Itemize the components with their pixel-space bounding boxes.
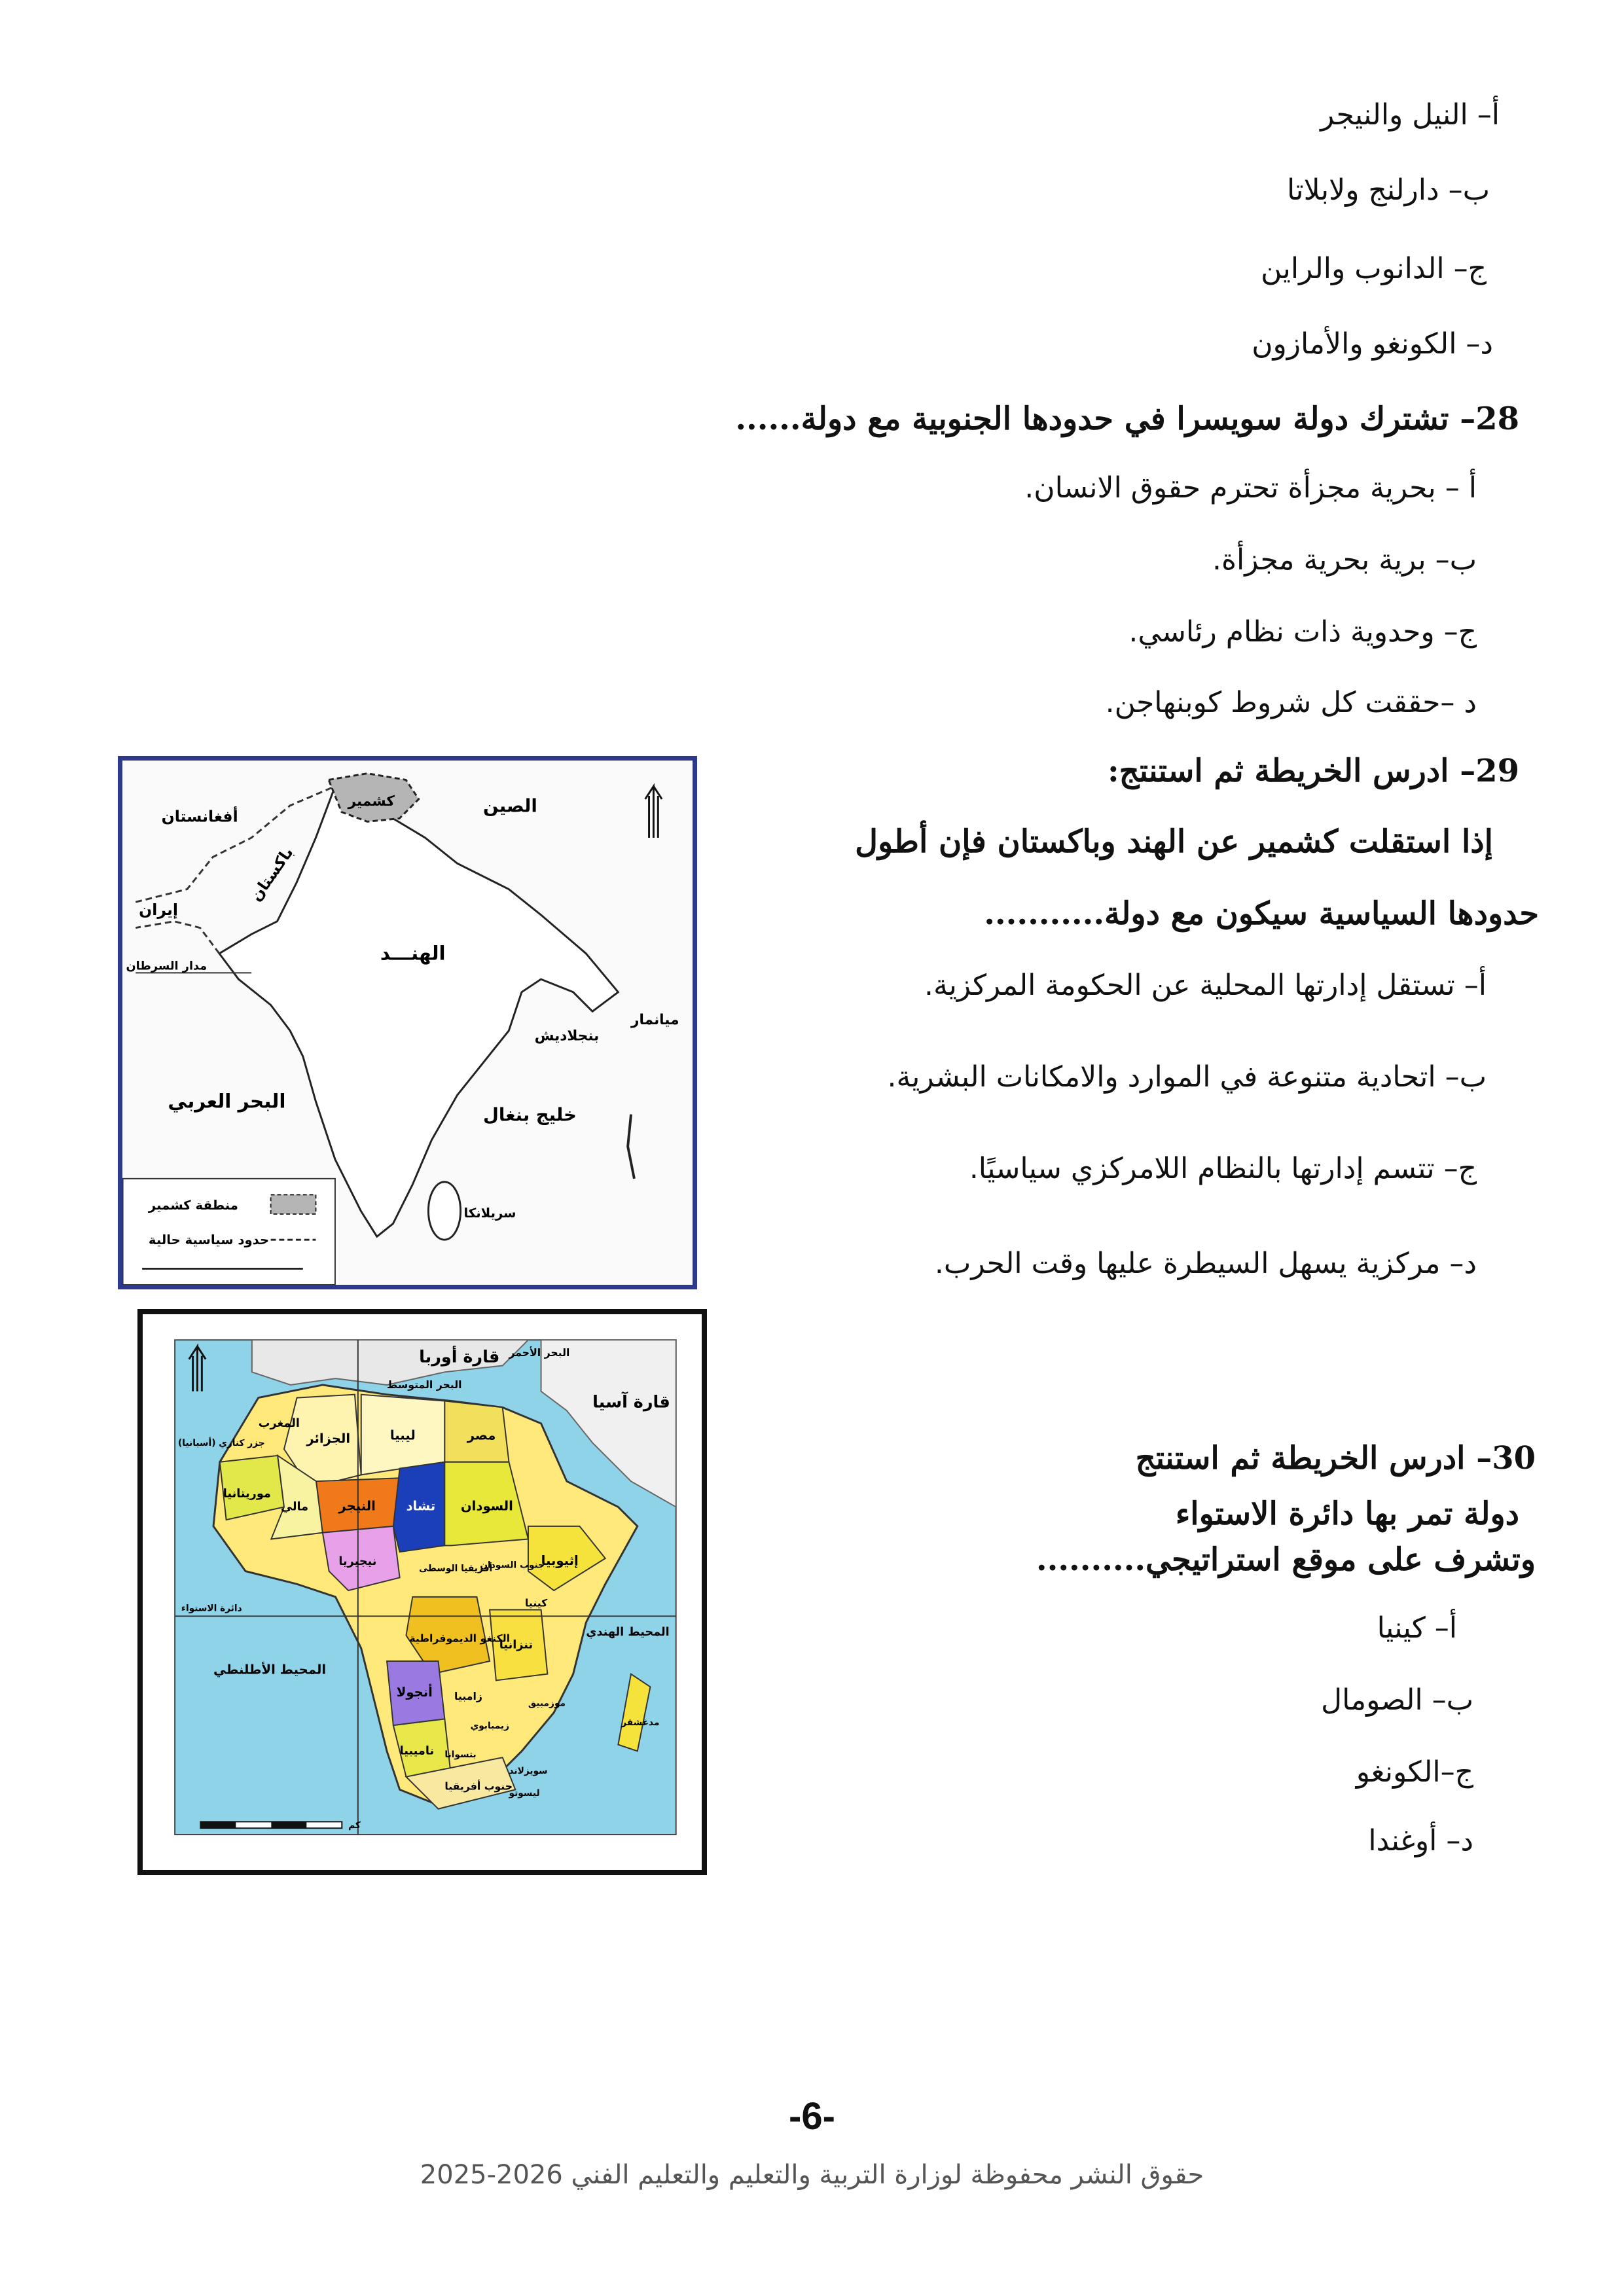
label-india: الهنـــد <box>380 942 446 965</box>
label-nigeria: نيجيريا <box>338 1554 377 1568</box>
q28-option-d: د –حققت كل شروط كوبنهاجن. <box>1105 686 1477 719</box>
label-south-sudan: جنوب السودان <box>480 1560 545 1571</box>
option-d-prev: د– الكونغو والأمازون <box>1252 327 1493 361</box>
question-29-line2: حدودها السياسية سيكون مع دولة........... <box>984 895 1539 932</box>
label-chad: تشاد <box>406 1498 436 1514</box>
option-a-prev: أ– النيل والنيجر <box>1320 98 1500 132</box>
q29-option-a: أ– تستقل إدارتها المحلية عن الحكومة المركزية. <box>924 969 1487 1002</box>
kashmir-map-drawing <box>122 761 693 1285</box>
label-car: أفريقيا الوسطى <box>419 1563 493 1574</box>
label-tanzania: تنزانيا <box>499 1638 533 1652</box>
q28-option-a: أ – بحرية مجزأة تحترم حقوق الانسان. <box>1024 471 1477 505</box>
label-south-africa: جنوب أفريقيا <box>444 1780 513 1793</box>
q29-option-d: د– مركزية يسهل السيطرة عليها وقت الحرب. <box>934 1247 1477 1280</box>
label-tropic: مدار السرطان <box>126 960 208 973</box>
label-canary: جزر كناري (أسبانيا) <box>178 1438 265 1449</box>
question-30-title: 30– ادرس الخريطة ثم استنتج <box>1135 1440 1536 1477</box>
option-c-prev: ج– الدانوب والراين <box>1261 252 1487 285</box>
q30-option-c: ج–الكونغو <box>1356 1755 1473 1789</box>
label-angola: أنجولا <box>396 1684 433 1700</box>
label-algeria: الجزائر <box>306 1431 351 1446</box>
label-zimbabwe: زيمبابوي <box>470 1721 510 1732</box>
label-zambia: زامبيا <box>454 1689 482 1702</box>
label-drc: الكنغو الديموقراطية <box>409 1632 510 1645</box>
label-botswana: بتسوانا <box>444 1749 477 1761</box>
label-lesotho: ليسوتو <box>509 1788 540 1799</box>
label-arabian-sea: البحر العربي <box>168 1090 286 1113</box>
label-mali: مالي <box>281 1500 309 1514</box>
srilanka-island <box>428 1182 460 1240</box>
label-madagascar: مدغشقر <box>621 1717 660 1729</box>
label-indian-ocean: المحيط الهندي <box>586 1625 670 1639</box>
question-30-line2: وتشرف على موقع استراتيجي.......... <box>1036 1541 1536 1578</box>
label-srilanka: سريلانكا <box>463 1205 516 1221</box>
label-legend-kashmir: منطقة كشمير <box>148 1198 238 1213</box>
africa-map <box>137 1309 707 1875</box>
label-morocco: المغرب <box>258 1416 300 1430</box>
label-sudan: السودان <box>460 1498 513 1514</box>
label-bangladesh: بنجلاديش <box>534 1028 600 1045</box>
label-mauritania: موريتانيا <box>223 1487 271 1501</box>
label-niger: النيجر <box>338 1498 376 1514</box>
q29-option-b: ب– اتحادية متنوعة في الموارد والامكانات البشرية. <box>887 1060 1487 1094</box>
label-mediterranean: البحر المتوسط <box>387 1378 462 1391</box>
label-iran: إيران <box>139 900 178 919</box>
q29-option-c: ج– تتسم إدارتها بالنظام اللامركزي سياسيًا. <box>969 1152 1477 1185</box>
label-asia: قارة آسيا <box>592 1392 670 1412</box>
label-afghanistan: أفغانستان <box>161 807 238 826</box>
label-kenya: كينيا <box>525 1596 548 1609</box>
copyright-footer: حقوق النشر محفوظة لوزارة التربية والتعليم والتعليم الفني 2026-2025 <box>420 2160 1204 2190</box>
africa-map-drawing <box>143 1314 702 1870</box>
label-atlantic: المحيط الأطلنطي <box>213 1662 327 1677</box>
q30-option-a: أ– كينيا <box>1377 1611 1457 1645</box>
label-libya: ليبيا <box>389 1427 416 1443</box>
question-29-title: 29– ادرس الخريطة ثم استنتج: <box>1107 753 1519 789</box>
q28-option-b: ب– برية بحرية مجزأة. <box>1212 543 1477 577</box>
label-ethiopia: إثيوبيا <box>541 1552 579 1568</box>
page-number: -6- <box>789 2095 835 2138</box>
label-myanmar: ميانمار <box>631 1011 679 1028</box>
label-red-sea: البحر الأحمر <box>509 1346 570 1359</box>
label-namibia: ناميبيا <box>399 1744 435 1758</box>
label-europe: قارة أوربا <box>419 1347 500 1367</box>
label-bay-of-bengal: خليج بنغال <box>482 1104 577 1126</box>
label-china: الصين <box>482 795 537 817</box>
label-legend-borders: حدود سياسية حالية <box>148 1232 270 1248</box>
north-arrow-icon <box>645 786 662 838</box>
label-pakistan: باكستان <box>246 844 297 905</box>
label-kashmir: كشمير <box>348 793 395 810</box>
option-b-prev: ب– دارلنج ولابلاتا <box>1286 173 1490 207</box>
kashmir-map <box>118 756 697 1289</box>
q28-option-c: ج– وحدوية ذات نظام رئاسي. <box>1128 615 1477 649</box>
label-egypt: مصر <box>467 1427 496 1443</box>
label-equator: دائرة الاستواء <box>181 1603 242 1614</box>
label-swaziland: سويزلاند <box>509 1765 548 1776</box>
q30-option-d: د– أوغندا <box>1368 1824 1473 1857</box>
label-scale: كم <box>348 1820 361 1831</box>
question-29-line1: إذا استقلت كشمير عن الهند وباكستان فإن أطول <box>855 823 1493 860</box>
label-mozambique: موزمبيق <box>528 1698 566 1709</box>
question-30-line1: دولة تمر بها دائرة الاستواء <box>1175 1496 1519 1532</box>
q30-option-b: ب– الصومال <box>1321 1683 1473 1717</box>
question-28: 28– تشترك دولة سويسرا في حدودها الجنوبية مع دولة...... <box>735 401 1519 437</box>
